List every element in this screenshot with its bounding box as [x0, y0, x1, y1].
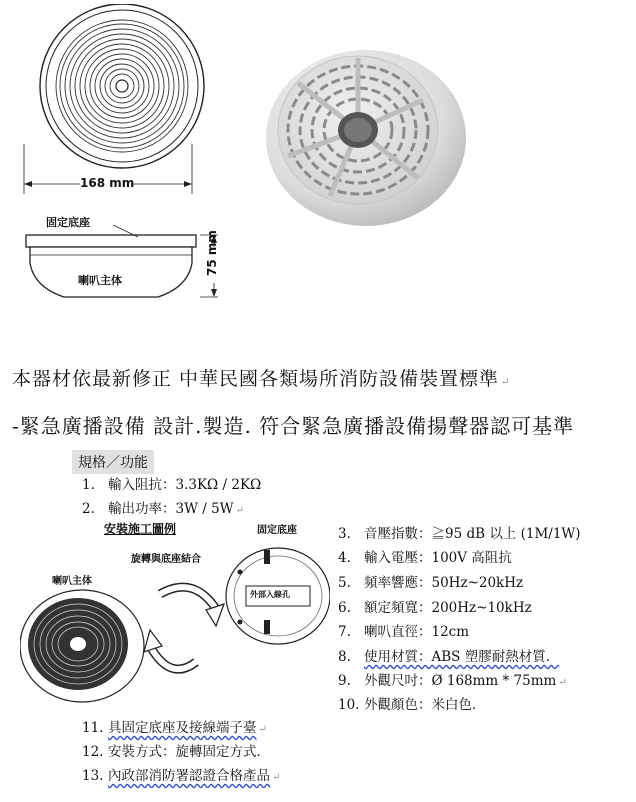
install-base-label: 固定底座 [257, 525, 297, 536]
intro-line-1: 本器材依最新修正 中華民國各類場所消防設備裝置標準 ↵ [12, 368, 511, 390]
spec-item: 2. 輸出功率：3W / 5W ↵ [82, 501, 244, 517]
spec-item: 9. 外觀尺吋：Ø 168mm * 75mm ↵ [338, 673, 567, 689]
install-rotate-label: 旋轉與底座結合 [131, 554, 201, 565]
body-label: 喇叭主体 [78, 274, 122, 287]
spec-item: 12. 安裝方式：旋轉固定方式． [82, 744, 270, 760]
install-terminal-label: 外部入線孔 [250, 590, 290, 599]
height-dimension-label: 75 mm [205, 230, 219, 276]
spec-item: 5. 頻率響應：50Hz~20kHz [338, 575, 524, 591]
install-title: 安裝施工圖例 [104, 522, 177, 536]
front-view-drawing [18, 4, 228, 204]
width-dimension-label: 168 mm [80, 176, 135, 190]
spec-item: 7. 喇叭直徑：12cm [338, 624, 470, 640]
spec-item: 4. 輸入電壓：100V 高阻抗 [338, 550, 512, 566]
spec-item: 1. 輸入阻抗：3.3KΩ / 2KΩ [82, 477, 262, 493]
speaker-product-image [258, 38, 470, 228]
intro-line-2: -緊急廣播設備 設計.製造. 符合緊急廣播設備揚聲器認可基準 [12, 414, 575, 438]
base-label: 固定底座 [46, 216, 90, 229]
install-diagram [20, 534, 330, 714]
spec-item: 11. 具固定底座及接線端子臺 ↵ [82, 720, 267, 736]
spec-item: 13. 內政部消防署認證合格產品 ↵ [82, 768, 281, 784]
spec-item: 3. 音壓指數：≧95 dB 以上 (1M/1W) [338, 526, 581, 542]
spec-item: 10. 外觀顏色：米白色． [338, 697, 486, 713]
install-body-label: 喇叭主体 [52, 576, 92, 587]
spec-item: 8. 使用材質：ABS 塑膠耐熱材質． [338, 649, 560, 665]
spec-item: 6. 額定頻寬：200Hz~10kHz [338, 600, 532, 616]
specs-heading: 規格／功能 [72, 450, 154, 474]
